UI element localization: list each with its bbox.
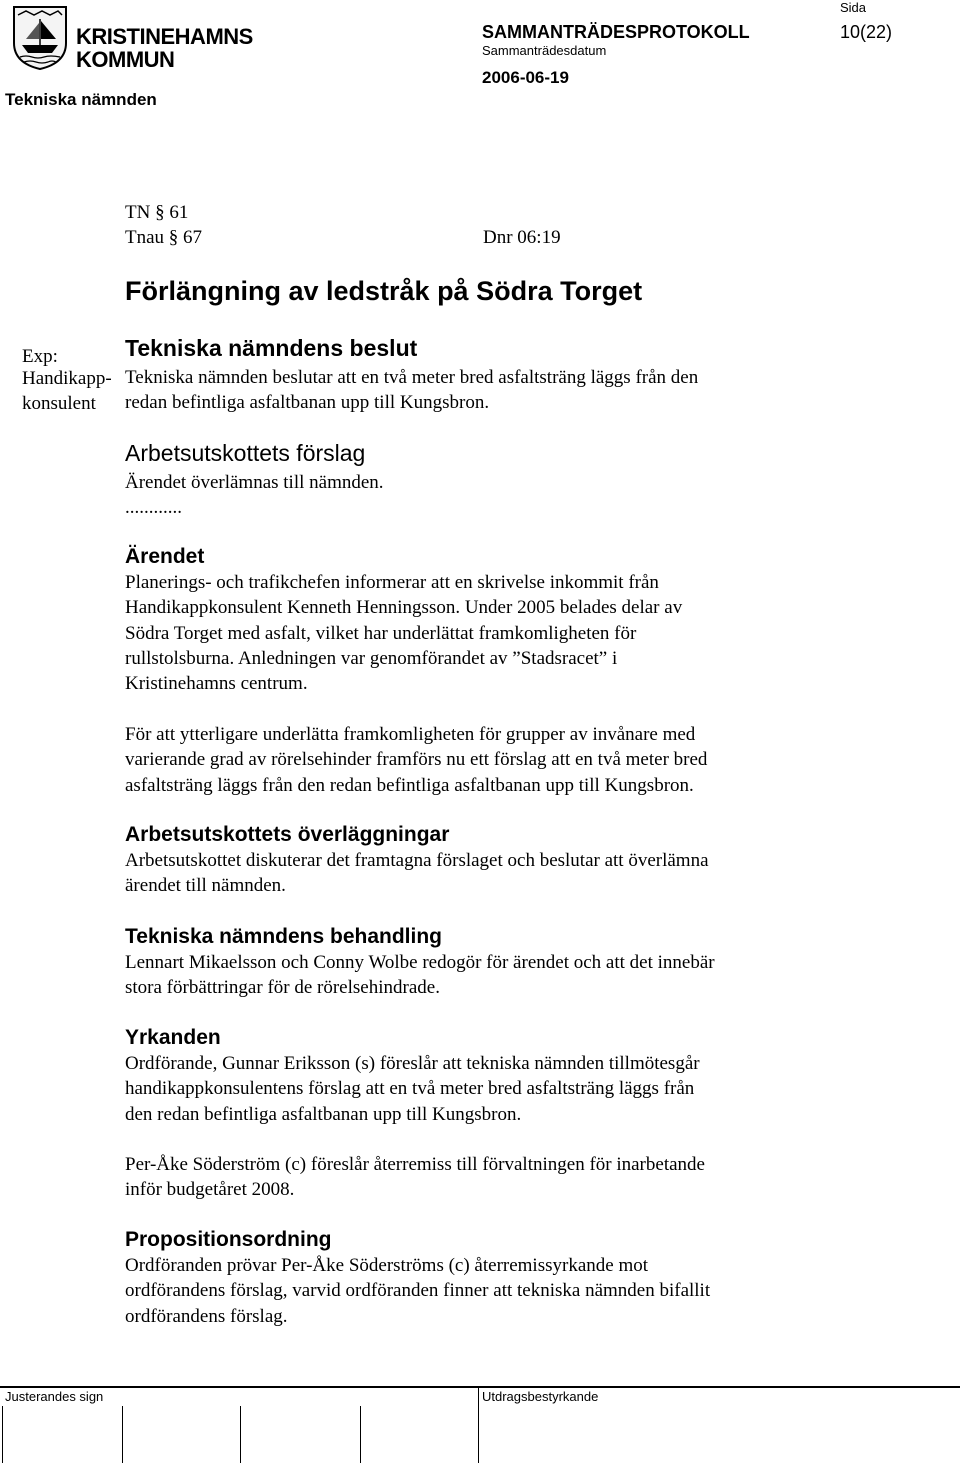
logo-wordmark-line2: KOMMUN [76,47,175,72]
signature-box-divider [2,1406,3,1463]
signature-box-divider [360,1406,361,1463]
logo-wordmark-line1: KRISTINEHAMNS [76,24,253,49]
treatment-heading: Tekniska nämndens behandling [125,925,443,948]
case-title: Förlängning av ledstråk på Södra Torget [125,276,643,306]
treatment-text: Lennart Mikaelsson och Conny Wolbe redogör för ärendet och att det innebär stora förbättringar för de rörelsehindrade. [125,952,715,999]
diary-number: Dnr 06:19 [483,227,561,248]
page-number: 10(22) [840,22,893,42]
case-paragraph-1: Planerings- och trafikchefen informerar att en skrivelse inkommit från Handikappkonsulent Kenneth Henningsson. Under 2005 belades delar av Södra Torget med asfalt, vilket har underlättat framkomligheten för rullstolsburna. Anledningen var genomförandet av ”Stadsracet” i Kristinehamns centrum. [125,572,683,695]
deliberations-text: Arbetsutskottet diskuterar det framtagna förslaget och beslutar att överlämna ärendet till nämnden. [125,850,709,897]
deliberations-heading: Arbetsutskottets överläggningar [125,823,450,846]
motion-paragraph-2: Per-Åke Söderström (c) föreslår återremiss till förvaltningen för inarbetande inför budgetåret 2008. [125,1154,705,1201]
committee-proposal-text: Ärendet överlämnas till nämnden. [125,472,384,493]
motion-paragraph-1: Ordförande, Gunnar Eriksson (s) föreslår att tekniska nämnden tillmötesgår handikappkonsulentens förslag att en två meter bred asfaltsträng läggs från den redan befintliga asfaltbanan upp till Kungsbron. [125,1053,700,1125]
decision-text: Tekniska nämnden beslutar att en två meter bred asfaltsträng läggs från den redan befintliga asfaltbanan upp till Kungsbron. [125,367,699,414]
tn-paragraph-ref: TN § 61 [125,202,189,223]
signature-box-divider [122,1406,123,1463]
meeting-date-label: Sammanträdesdatum [482,43,607,58]
meeting-date: 2006-06-19 [482,68,569,87]
case-heading: Ärendet [125,545,205,568]
document-type: SAMMANTRÄDESPROTOKOLL [482,22,750,42]
utdragsbestyrkande-label: Utdragsbestyrkande [482,1389,599,1404]
proposition-order-heading: Propositionsordning [125,1228,332,1251]
committee-proposal-heading: Arbetsutskottets förslag [125,440,366,466]
proposition-order-text: Ordföranden prövar Per-Åke Söderströms (c) återremissyrkande mot ordförandens förslag, varvid ordföranden finner att tekniska nämnden bifallit ordförandens förslag. [125,1255,711,1327]
footer-rule [0,1386,960,1388]
page-label: Sida [840,0,867,15]
municipality-crest-logo [12,5,68,71]
justerandes-sign-label: Justerandes sign [5,1389,104,1404]
exp-recipient: Handikapp- konsulent [22,368,112,415]
exp-label: Exp: [22,346,58,367]
proposal-dots: ............ [125,497,182,519]
signature-box-divider [240,1406,241,1463]
signature-box-divider [478,1388,479,1463]
case-paragraph-2: För att ytterligare underlätta framkomligheten för grupper av invånare med varierande grad av rörelsehinder framförs nu ett förslag att en två meter bred asfaltsträng läggs från den redan befintliga asfaltbanan upp till Kungsbron. [125,724,708,796]
tnau-paragraph-ref: Tnau § 67 [125,227,203,248]
decision-heading: Tekniska nämndens beslut [125,335,418,361]
motions-heading: Yrkanden [125,1026,221,1049]
department-name: Tekniska nämnden [5,90,157,109]
